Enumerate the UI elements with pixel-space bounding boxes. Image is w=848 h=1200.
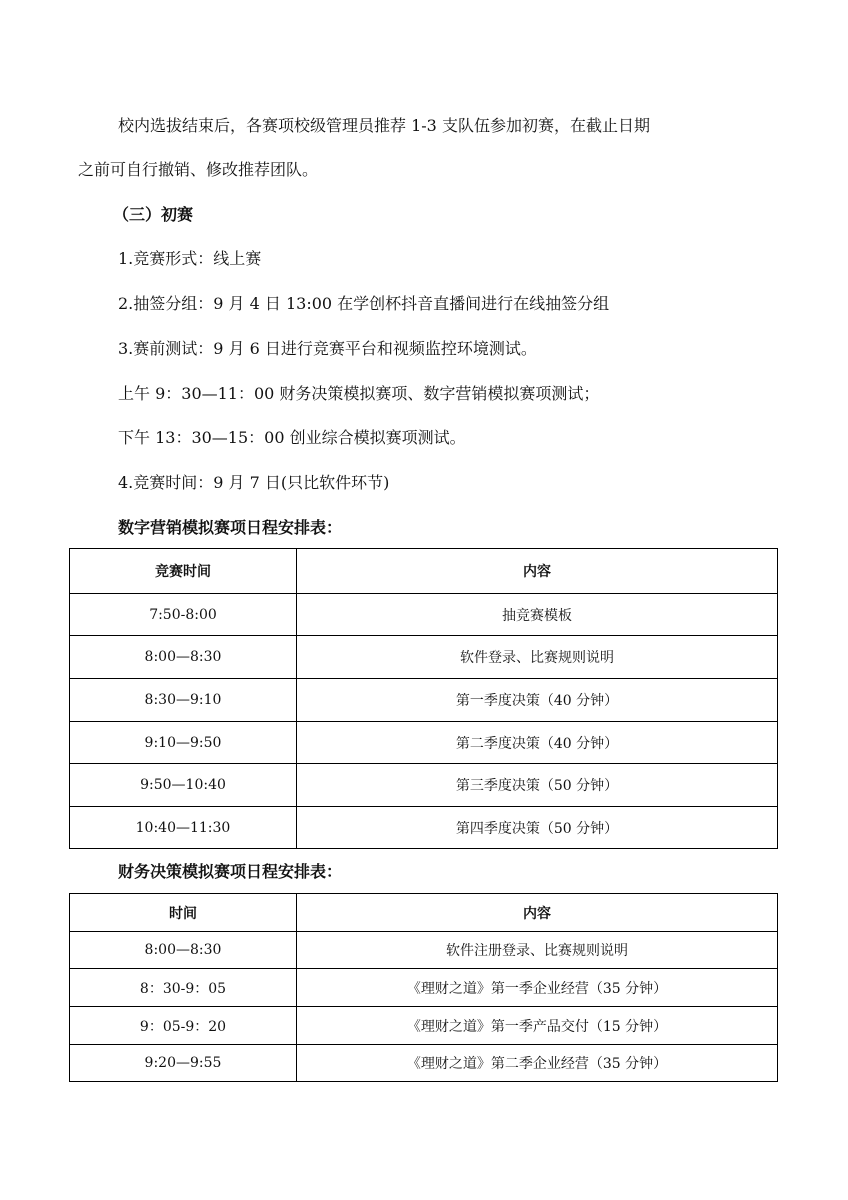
list-item-sub: 下午 13：30—15：00 创业综合模拟赛项测试。 xyxy=(118,428,466,447)
table-row xyxy=(70,807,778,849)
time-cell: 8:30—9:10 xyxy=(70,679,297,722)
content-cell: 《理财之道》第一季企业经营（35 分钟） xyxy=(297,969,778,1007)
list-item: 4.竞赛时间：9 月 7 日(只比软件环节) xyxy=(118,473,390,492)
table-row xyxy=(70,969,778,1007)
table-header-cell: 内容 xyxy=(297,549,778,594)
table-header-cell: 内容 xyxy=(297,894,778,932)
table-row xyxy=(70,1007,778,1045)
table-header-row xyxy=(70,549,778,594)
content-cell: 软件登录、比赛规则说明 xyxy=(297,636,778,679)
list-item: 2.抽签分组：9 月 4 日 13:00 在学创杯抖音直播间进行在线抽签分组 xyxy=(118,294,610,313)
content-cell: 第四季度决策（50 分钟） xyxy=(297,807,778,849)
time-cell: 9：05-9：20 xyxy=(70,1007,297,1045)
list-item: 3.赛前测试：9 月 6 日进行竞赛平台和视频监控环境测试。 xyxy=(118,339,537,358)
schedule-table-digital-marketing xyxy=(69,548,778,849)
time-cell: 8：30-9：05 xyxy=(70,969,297,1007)
section-title: （三）初赛 xyxy=(113,205,194,224)
table-title: 财务决策模拟赛项日程安排表： xyxy=(118,862,343,881)
content-cell: 《理财之道》第二季企业经营（35 分钟） xyxy=(297,1045,778,1082)
time-cell: 8:00—8:30 xyxy=(70,636,297,679)
table-row xyxy=(70,679,778,722)
time-cell: 8:00—8:30 xyxy=(70,932,297,969)
paragraph-line: 校内选拔结束后，各赛项校级管理员推荐 1-3 支队伍参加初赛，在截止日期 xyxy=(118,116,650,135)
time-cell: 10:40—11:30 xyxy=(70,807,297,849)
paragraph-line: 之前可自行撤销、修改推荐团队。 xyxy=(78,160,319,179)
content-cell: 软件注册登录、比赛规则说明 xyxy=(297,932,778,969)
time-cell: 9:10—9:50 xyxy=(70,722,297,764)
table-row xyxy=(70,932,778,969)
content-cell: 第二季度决策（40 分钟） xyxy=(297,722,778,764)
time-cell: 9:20—9:55 xyxy=(70,1045,297,1082)
content-cell: 第一季度决策（40 分钟） xyxy=(297,679,778,722)
table-row xyxy=(70,722,778,764)
table-row xyxy=(70,1045,778,1082)
table-row xyxy=(70,636,778,679)
schedule-table-financial-decision xyxy=(69,893,778,1082)
list-item-sub: 上午 9：30—11：00 财务决策模拟赛项、数字营销模拟赛项测试； xyxy=(118,384,600,403)
content-cell: 第三季度决策（50 分钟） xyxy=(297,764,778,807)
content-cell: 抽竞赛模板 xyxy=(297,594,778,636)
table-title: 数字营销模拟赛项日程安排表： xyxy=(118,518,343,537)
table-row xyxy=(70,764,778,807)
time-cell: 7:50-8:00 xyxy=(70,594,297,636)
list-item: 1.竞赛形式：线上赛 xyxy=(118,249,262,268)
table-header-cell: 竞赛时间 xyxy=(70,549,297,594)
table-header-cell: 时间 xyxy=(70,894,297,932)
time-cell: 9:50—10:40 xyxy=(70,764,297,807)
table-row xyxy=(70,594,778,636)
table-header-row xyxy=(70,894,778,932)
content-cell: 《理财之道》第一季产品交付（15 分钟） xyxy=(297,1007,778,1045)
